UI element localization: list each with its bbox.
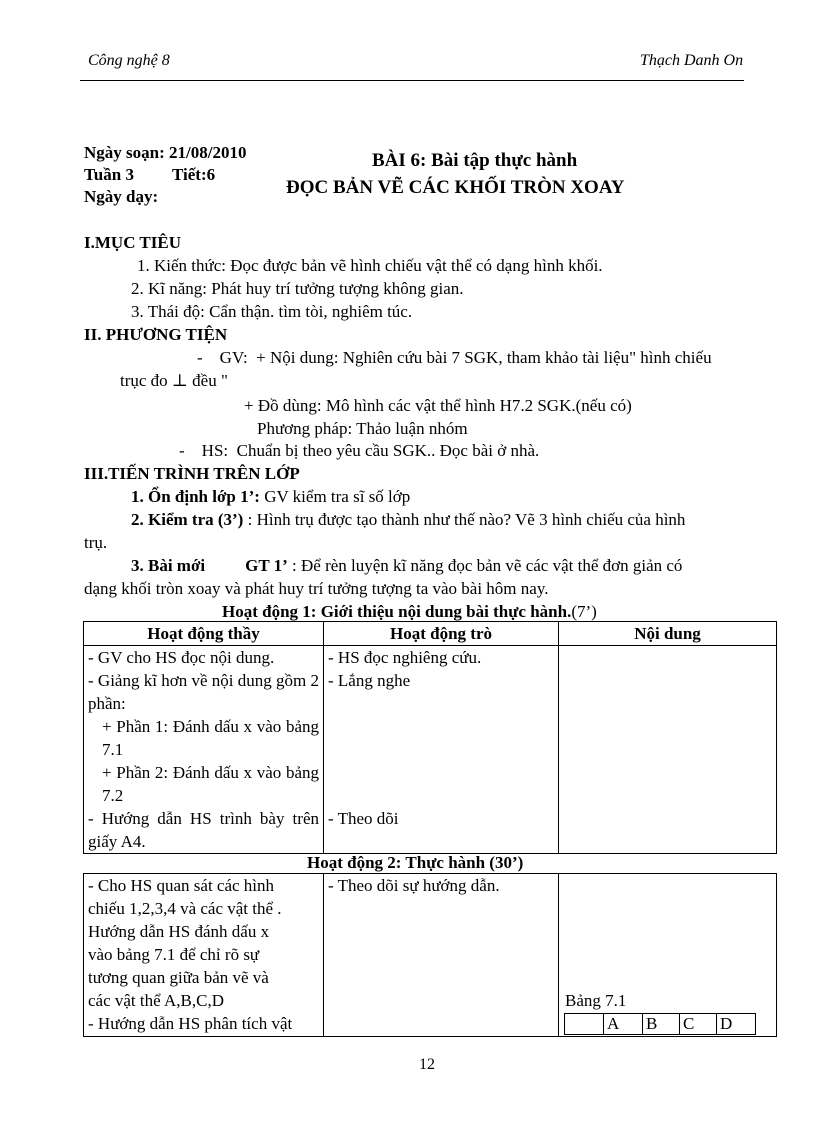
- page-number: 12: [419, 1056, 435, 1073]
- table-row: [84, 874, 777, 1037]
- list-item: Hướng dẫn HS đánh dấu x: [88, 922, 270, 941]
- list-item: - Theo dõi sự hướng dẫn.: [328, 876, 500, 895]
- objective-attitude: 3. Thái độ: Cẩn thận. tìm tòi, nghiêm túc.: [131, 302, 413, 321]
- hs-prep: - HS: Chuẩn bị theo yêu cầu SGK.. Đọc bài ở nhà.: [179, 441, 540, 460]
- table-cell: C: [679, 1014, 716, 1035]
- list-item: - Hướng dẫn HS phân tích vật: [88, 1014, 293, 1033]
- list-item: - Theo dõi: [328, 809, 399, 828]
- list-item: chiếu 1,2,3,4 và các vật thể .: [88, 899, 282, 918]
- content-cell: [559, 646, 777, 854]
- list-item: tương quan giữa bản vẽ và: [88, 968, 269, 987]
- list-item: + Phần 2: Đánh dấu x vào bảng 7.2: [102, 763, 319, 805]
- gv-line-1: - GV: + Nội dung: Nghiên cứu bài 7 SGK, tham khảo tài liệu" hình chiếu: [197, 348, 712, 367]
- table-7-1: [564, 1013, 756, 1035]
- table-cell: [565, 1014, 604, 1035]
- list-item: các vật thể A,B,C,D: [88, 991, 224, 1010]
- list-item: - Cho HS quan sát các hình: [88, 876, 275, 895]
- col-header-content: Nội dung: [559, 622, 777, 646]
- activity2-title: Hoạt động 2: Thực hành (30’): [307, 853, 524, 872]
- activity1-title: Hoạt động 1: Giới thiệu nội dung bài thực hành.(7’): [222, 602, 597, 621]
- list-item: + Phần 1: Đánh dấu x vào bảng 7.1: [102, 717, 319, 759]
- step-2: 2. Kiểm tra (3’) : Hình trụ được tạo thành như thế nào? Vẽ 3 hình chiếu của hình: [131, 510, 686, 529]
- activity1-table: [83, 621, 777, 854]
- list-item: - HS đọc nghiêng cứu.: [328, 648, 482, 667]
- table-cell: B: [642, 1014, 679, 1035]
- gv-line-2: trục đo ⊥ đều ": [120, 371, 228, 390]
- list-item: - Hướng dẫn HS trình bày trên giấy A4.: [88, 809, 319, 851]
- objective-skill: 2. Kĩ năng: Phát huy trí tưởng tượng không gian.: [131, 279, 464, 298]
- col-header-student: Hoạt động trò: [324, 622, 559, 646]
- student-cell: [324, 646, 559, 854]
- teacher-cell: [84, 874, 324, 1037]
- date-taught: Ngày dạy:: [84, 187, 159, 206]
- table-row: [84, 646, 777, 854]
- table-caption: Bảng 7.1: [565, 991, 627, 1010]
- table-cell: D: [717, 1014, 756, 1035]
- date-prepared: Ngày soạn: 21/08/2010: [84, 143, 247, 162]
- header-rule: [80, 80, 744, 81]
- table-cell: A: [604, 1014, 643, 1035]
- section2-heading: II. PHƯƠNG TIỆN: [84, 325, 228, 344]
- header-subject: Công nghệ 8: [88, 52, 170, 69]
- step-1: 1. Ổn định lớp 1’: GV kiểm tra sĩ số lớp: [131, 487, 411, 506]
- step-3: 3. Bài mới GT 1’ : Để rèn luyện kĩ năng đọc bản vẽ các vật thể đơn giản có: [131, 556, 683, 575]
- list-item: - Lắng nghe: [328, 671, 411, 690]
- header-teacher: Thạch Danh On: [640, 52, 744, 69]
- section1-heading: I.MỤC TIÊU: [84, 233, 181, 252]
- student-cell: [324, 874, 559, 1037]
- teacher-cell: [84, 646, 324, 854]
- section3-heading: III.TIẾN TRÌNH TRÊN LỚP: [84, 464, 300, 483]
- list-item: - Giảng kĩ hơn về nội dung gồm 2 phần:: [88, 671, 319, 713]
- content-cell: [559, 874, 777, 1037]
- table-header-row: [84, 622, 777, 646]
- week: Tuần 3: [84, 165, 134, 184]
- method: Phương pháp: Thảo luận nhóm: [257, 419, 468, 438]
- list-item: vào bảng 7.1 để chỉ rõ sự: [88, 945, 260, 964]
- step-2-cont: trụ.: [84, 533, 108, 552]
- lesson-subtitle: ĐỌC BẢN VẼ CÁC KHỐI TRÒN XOAY: [286, 177, 625, 198]
- lesson-title: BÀI 6: Bài tập thực hành: [372, 150, 578, 171]
- col-header-teacher: Hoạt động thầy: [84, 622, 324, 646]
- period: Tiết:6: [172, 165, 216, 184]
- step-3-cont: dạng khối tròn xoay và phát huy trí tưởng tượng ta vào bài hôm nay.: [84, 579, 549, 598]
- table-header-row: [565, 1014, 756, 1035]
- activity2-table: [83, 873, 777, 1037]
- equipment: + Đồ dùng: Mô hình các vật thể hình H7.2 SGK.(nếu có): [244, 396, 632, 415]
- objective-knowledge: 1. Kiến thức: Đọc được bản vẽ hình chiếu vật thể có dạng hình khối.: [137, 256, 603, 275]
- list-item: - GV cho HS đọc nội dung.: [88, 648, 275, 667]
